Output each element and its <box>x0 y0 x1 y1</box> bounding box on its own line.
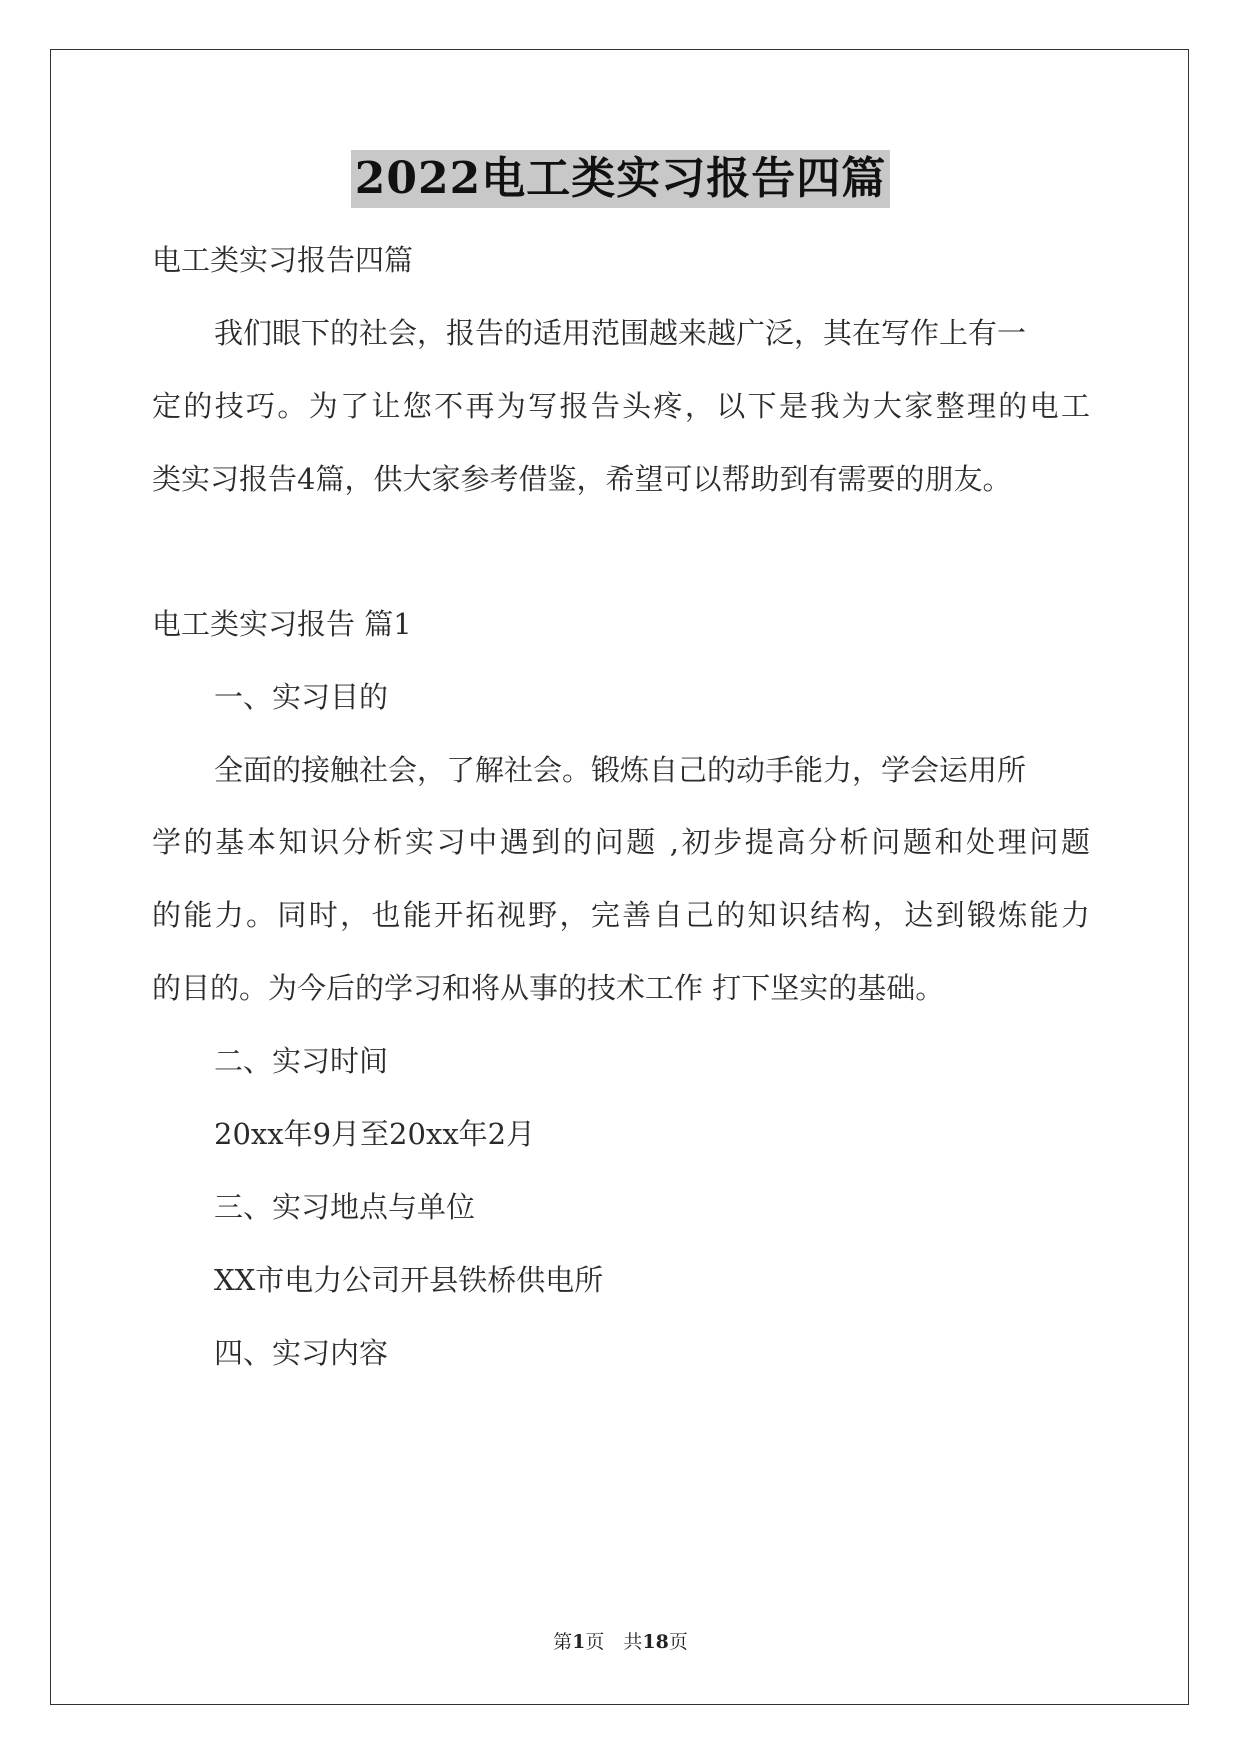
footer-mid: 页 共 <box>585 1631 643 1653</box>
title-container <box>0 150 1241 208</box>
section-heading-1: 电工类实习报告 篇1 <box>152 607 412 641</box>
footer-total-pages: 18 <box>642 1631 669 1653</box>
purpose-line-2: 学的基本知识分析实习中遇到的问题 ,初步提高分析问题和处理问题 <box>152 825 1090 859</box>
footer-current-page: 1 <box>572 1631 586 1653</box>
intro-line-2: 定的技巧。为了让您不再为写报告头疼，以下是我为大家整理的电工 <box>152 389 1090 423</box>
time-value: 20xx年9月至20xx年2月 <box>214 1117 536 1151</box>
subtitle-line: 电工类实习报告四篇 <box>152 243 414 277</box>
subheading-purpose: 一、实习目的 <box>214 680 389 714</box>
intro-line-3: 类实习报告4篇，供大家参考借鉴，希望可以帮助到有需要的朋友。 <box>152 462 1012 496</box>
subheading-content: 四、实习内容 <box>214 1336 389 1370</box>
subheading-location: 三、实习地点与单位 <box>214 1190 476 1224</box>
subheading-time: 二、实习时间 <box>214 1044 389 1078</box>
intro-line-1: 我们眼下的社会，报告的适用范围越来越广泛，其在写作上有一 <box>214 316 1027 350</box>
document-title: 2022电工类实习报告四篇 <box>351 150 890 208</box>
footer-prefix: 第 <box>553 1631 573 1653</box>
purpose-line-1: 全面的接触社会，了解社会。锻炼自己的动手能力，学会运用所 <box>214 753 1027 787</box>
purpose-line-3: 的能力。同时，也能开拓视野，完善自己的知识结构，达到锻炼能力 <box>152 898 1090 932</box>
purpose-line-4: 的目的。为今后的学习和将从事的技术工作 打下坚实的基础。 <box>152 971 945 1005</box>
page-footer <box>0 1629 1241 1655</box>
footer-suffix: 页 <box>668 1631 688 1653</box>
location-value: XX市电力公司开县铁桥供电所 <box>214 1263 604 1297</box>
page-border <box>50 49 1189 1705</box>
